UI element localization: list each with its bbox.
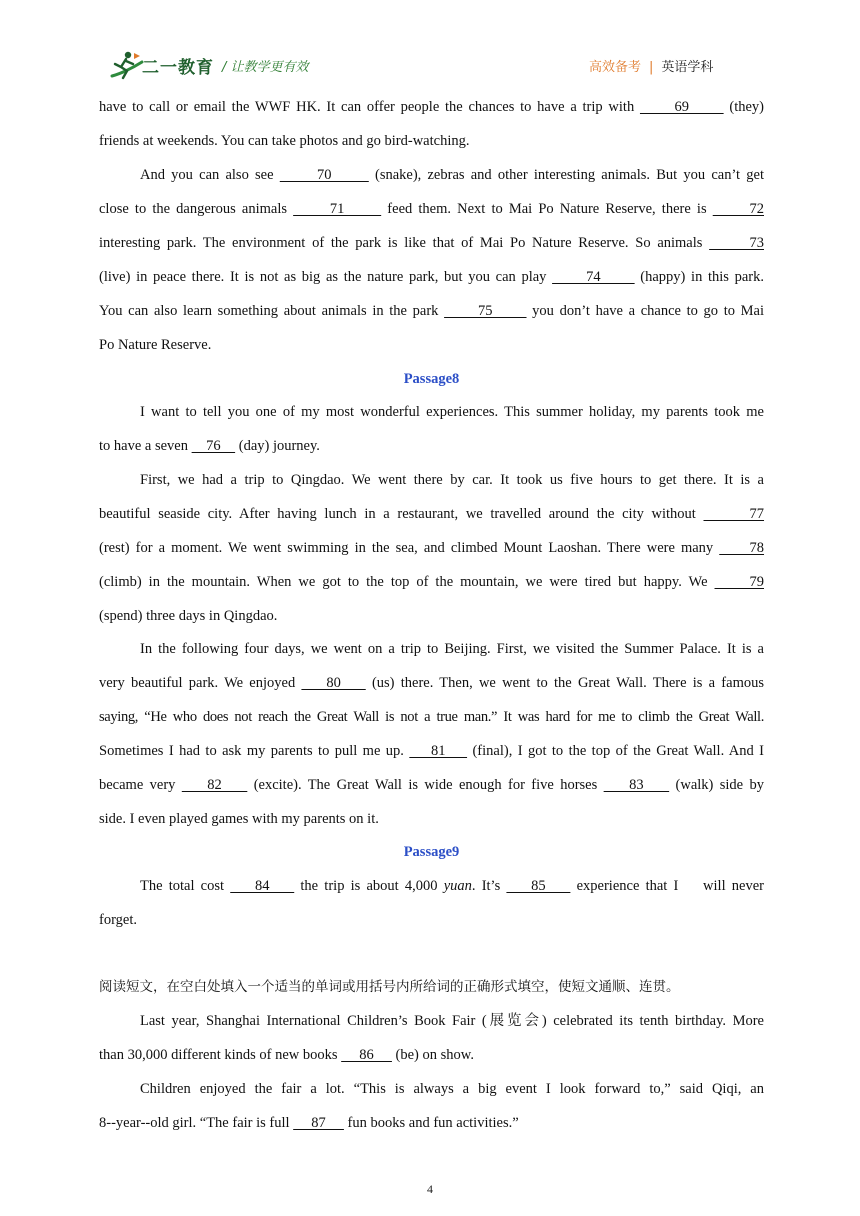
answer-blank-71: 71 [293, 201, 382, 217]
text-line: 8--year--old girl. “The fair is full 87 fun books and fun activities.” [99, 1115, 519, 1131]
text-line: forget. [99, 912, 137, 928]
text-line: (climb) in the mountain. When we got to the top of the mountain, we were tired but happy. We 79 [99, 574, 764, 590]
text-line: interesting park. The environment of the park is like that of Mai Po Nature Reserve. So animals 73 [99, 235, 764, 251]
brand-name: 二一教育 [142, 58, 214, 78]
text-line: The total cost 84 the trip is about 4,000 yuan. It’s 85 experience that I will never [140, 878, 765, 894]
text-line: (spend) three days in Qingdao. [99, 608, 278, 624]
text-line: Children enjoyed the fair a lot. “This is always a big event I look forward to,” said Qiqi, an [140, 1081, 764, 1097]
answer-blank-73: 73 [709, 235, 764, 251]
text-line: You can also learn something about animals in the park 75 you don’t have a chance to go to Mai [99, 303, 765, 319]
answer-blank-77: 77 [703, 506, 765, 522]
text-line: Po Nature Reserve. [99, 337, 212, 353]
header-tag-subject: 英语学科 [661, 60, 714, 75]
answer-blank-74: 74 [552, 269, 635, 285]
page-header [0, 0, 860, 90]
answer-blank-84: 84 [230, 878, 295, 894]
text-line: have to call or email the WWF HK. It can offer people the chances to have a trip with 69 (they) [99, 99, 764, 115]
answer-blank-87: 87 [293, 1115, 344, 1131]
answer-blank-83: 83 [603, 777, 670, 793]
text-line: I want to tell you one of my most wonderful experiences. This summer holiday, my parents took me [140, 404, 764, 420]
text-line: Last year, Shanghai International Children’s Book Fair (展览会) celebrated its tenth birthday. More [140, 1013, 764, 1029]
text-line: became very 82 (excite). The Great Wall is wide enough for five horses 83 (walk) side by [99, 777, 764, 793]
answer-blank-76: 76 [191, 438, 236, 454]
brand-slogan: / 让教学更有效 [222, 60, 309, 75]
header-tags [589, 56, 713, 75]
answer-blank-82: 82 [181, 777, 248, 793]
text-line: (live) in peace there. It is not as big as the nature park, but you can play 74 (happy) in this park. [99, 269, 765, 285]
passage-heading: Passage8 [403, 371, 460, 387]
text-line: (rest) for a moment. We went swimming in the sea, and climbed Mount Laoshan. There were many 78 [99, 540, 765, 556]
text-line: saying, “He who does not reach the Great Wall is not a true man.” It was hard for me to climb the Great Wall. [99, 709, 764, 725]
answer-blank-69: 69 [639, 99, 724, 115]
text-line: And you can also see 70 (snake), zebras and other interesting animals. But you can’t get [140, 167, 764, 183]
answer-blank-78: 78 [719, 540, 765, 556]
exercise-instruction: 阅读短文，在空白处填入一个适当的单词或用括号内所给词的正确形式填空，使短文通顺、连贯。 [99, 979, 680, 995]
answer-blank-75: 75 [444, 303, 527, 319]
header-separator: | [649, 60, 654, 75]
text-line: beautiful seaside city. After having lunch in a restaurant, we travelled around the city without 77 [99, 506, 765, 522]
text-line: Sometimes I had to ask my parents to pull me up. 81 (final), I got to the top of the Great Wall. And I [99, 743, 765, 759]
header-tag-exam: 高效备考 [589, 60, 642, 75]
answer-blank-70: 70 [279, 167, 369, 183]
answer-blank-85: 85 [506, 878, 571, 894]
passage-heading: Passage9 [403, 844, 460, 860]
text-line: close to the dangerous animals 71 feed them. Next to Mai Po Nature Reserve, there is 72 [99, 201, 764, 217]
answer-blank-72: 72 [712, 201, 764, 217]
answer-blank-86: 86 [341, 1047, 392, 1063]
text-line: very beautiful park. We enjoyed 80 (us) there. Then, we went to the Great Wall. There is a famous [99, 675, 764, 691]
text-line: to have a seven 76 (day) journey. [99, 438, 320, 454]
answer-blank-81: 81 [409, 743, 468, 759]
text-line: First, we had a trip to Qingdao. We went there by car. It took us five hours to get there. It is a [140, 472, 764, 488]
text-line: friends at weekends. You can take photos and go bird-watching. [99, 133, 470, 149]
text-line: side. I even played games with my parents on it. [99, 811, 379, 827]
text-line: In the following four days, we went on a trip to Beijing. First, we visited the Summer Palace. It is a [140, 641, 764, 657]
page-number: 4 [427, 1182, 433, 1196]
text-line: than 30,000 different kinds of new books 86 (be) on show. [99, 1047, 474, 1063]
answer-blank-80: 80 [301, 675, 366, 691]
answer-blank-79: 79 [714, 574, 764, 590]
